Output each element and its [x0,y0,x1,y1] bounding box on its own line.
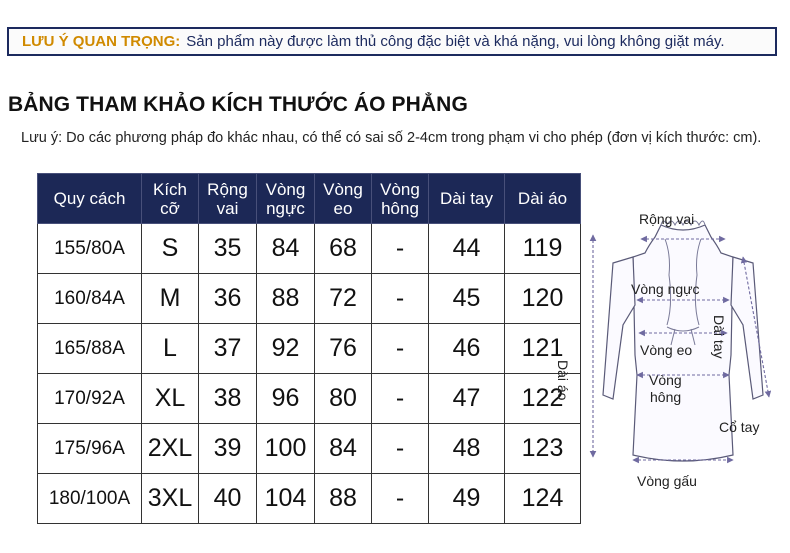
spec-code-cell: 170/92A [38,374,142,424]
sleeve-length-label: Dài tay [711,315,727,359]
garment-diagram [555,205,783,505]
size-cell: 3XL [142,474,199,524]
measurement-cell: 104 [257,474,315,524]
measurement-cell: - [372,324,429,374]
size-cell: XL [142,374,199,424]
size-cell: 2XL [142,424,199,474]
header-cell [315,174,372,224]
table-row [38,274,581,324]
measurement-cell: 72 [315,274,372,324]
important-notice-banner [7,27,777,56]
header-text-line1: Vòng [323,179,363,199]
spec-code-cell: 180/100A [38,474,142,524]
measurement-cell: 45 [429,274,505,324]
size-table-body [38,224,581,524]
header-cell [429,174,505,224]
table-row [38,474,581,524]
measurement-cell: 100 [257,424,315,474]
measurement-cell: 120 [505,274,581,324]
measurement-cell: 121 [505,324,581,374]
measurement-cell: - [372,224,429,274]
shoulder-width-label: Rộng vai [639,211,695,227]
measurement-cell: 80 [315,374,372,424]
notice-label: LƯU Ý QUAN TRỌNG: [22,33,181,50]
table-row [38,224,581,274]
measurement-cell: 44 [429,224,505,274]
measurement-cell: 48 [429,424,505,474]
spec-code-cell: 175/96A [38,424,142,474]
measurement-cell: 40 [199,474,257,524]
measurement-cell: 49 [429,474,505,524]
header-cell [142,174,199,224]
measurement-cell: 35 [199,224,257,274]
header-cell [257,174,315,224]
spec-code-cell: 155/80A [38,224,142,274]
cuff-label: Cổ tay [719,419,760,435]
garment-length-label: Dài áo [555,360,571,401]
measurement-cell: 68 [315,224,372,274]
measurement-cell: 39 [199,424,257,474]
measurement-cell: - [372,474,429,524]
measurement-cell: 96 [257,374,315,424]
size-cell: S [142,224,199,274]
waist-label: Vòng eo [640,342,693,358]
measurement-cell: 36 [199,274,257,324]
measurement-cell: - [372,374,429,424]
measurement-cell: 122 [505,374,581,424]
measurement-cell: 46 [429,324,505,374]
header-cell [199,174,257,224]
measurement-cell: 88 [315,474,372,524]
header-cell [372,174,429,224]
measurement-note: Lưu ý: Do các phương pháp đo khác nhau, có thể có sai số 2-4cm trong phạm vi cho phép (đơn vị kích thước: cm). [21,130,762,146]
measurement-cell: 76 [315,324,372,374]
size-table [37,173,581,524]
measurement-cell: 38 [199,374,257,424]
measurement-cell: 123 [505,424,581,474]
table-row [38,374,581,424]
table-row [38,424,581,474]
size-cell: M [142,274,199,324]
measurement-cell: 88 [257,274,315,324]
measurement-cell: 37 [199,324,257,374]
header-text-line2: ngực [266,198,305,218]
hip-label-line1: Vòng [649,372,682,388]
hip-label-line2: hông [650,389,682,405]
measurement-cell: 47 [429,374,505,424]
measurement-cell: 92 [257,324,315,374]
hem-label: Vòng gấu [637,473,697,489]
spec-code-cell: 160/84A [38,274,142,324]
measurement-cell: - [372,274,429,324]
header-text-line1: Quy cách [53,189,126,208]
table-row [38,324,581,374]
header-text-line2: vai [216,198,239,218]
header-cell [38,174,142,224]
header-cell [505,174,581,224]
measurement-cell: 84 [257,224,315,274]
header-text-line2: eo [333,198,353,218]
measurement-cell: 119 [505,224,581,274]
spec-code-cell: 165/88A [38,324,142,374]
notice-message: Sản phẩm này được làm thủ công đặc biệt và khá nặng, vui lòng không giặt máy. [186,33,725,50]
header-text-line2: cỡ [160,198,180,218]
header-text-line1: Vòng [380,179,420,199]
header-text-line1: Dài tay [440,189,493,208]
header-text-line1: Kích [152,179,188,199]
size-table-header [38,174,581,224]
page-title: BẢNG THAM KHẢO KÍCH THƯỚC ÁO PHẲNG [8,93,468,116]
measurement-cell: - [372,424,429,474]
header-text-line1: Rộng [207,179,248,199]
measurement-cell: 124 [505,474,581,524]
header-text-line1: Dài áo [517,189,568,208]
header-text-line2: hông [381,198,419,218]
header-text-line1: Vòng [265,179,306,199]
chest-label: Vòng ngực [631,281,700,297]
size-cell: L [142,324,199,374]
measurement-cell: 84 [315,424,372,474]
